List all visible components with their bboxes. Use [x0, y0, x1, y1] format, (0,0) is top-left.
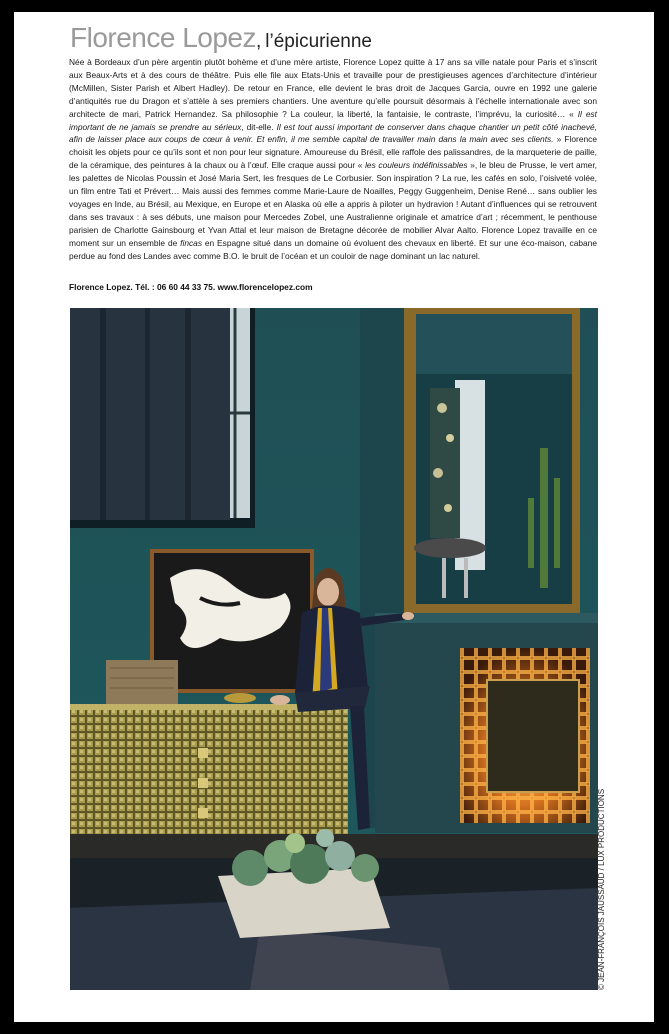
fire-screen	[487, 680, 579, 792]
article-title	[70, 22, 372, 54]
interior-photo	[70, 308, 598, 990]
text-run: en Espagne situé dans un domaine où évoluent des chevaux en liberté. Et sur une éco-maison, cabane perdue au fond des Landes avec comme B.O. le bruit de l’océan et un couloir de nage dominant un lac naturel.	[69, 237, 597, 261]
cactus	[540, 448, 548, 588]
title-name: Florence Lopez	[70, 22, 257, 53]
italic-quote: Il est important de ne jamais se prendre au sérieux	[69, 108, 597, 132]
italic-quote: les couleurs indéfinissables	[365, 160, 468, 171]
text-run: Née à Bordeaux d’un père argentin plutôt bohème et d’une mère artiste, Florence Lopez quitte à 17 ans sa ville natale pour Paris et s’inscrit aux Beaux-Arts et à des cours de théâtre. Puis elle file aux Etats-Unis et travaille pour de prestigieuses agences d’architecture d’intérieur (McMillen, Sister Parish et Albert Hadley). De retour en France, elle devient le bras droit de Jacques Garcia, ouvre en 1992 une galerie d’antiquités rue du Dragon et s’attèle à ses premiers chantiers. Une aventure qu’elle poursuit désormais à l’échelle internationale avec son architecte de mari, Patrick Hernandez. Sa philosophie ? La couleur, la liberté, la fantaisie, le contraste, l’imprévu, la curiosité… «	[69, 57, 597, 119]
article-paragraph	[69, 56, 597, 263]
contact-line: Florence Lopez. Tél. : 06 60 44 33 75. www.florencelopez.com	[69, 282, 313, 292]
title-subtitle: l’épicurienne	[265, 31, 372, 52]
woven-basket	[106, 660, 178, 704]
brass-bowl	[224, 693, 256, 703]
sculpture	[414, 538, 486, 558]
text-run: » Florence choisit les objets pour ce qu’ils sont et non pour leur signature. Amoureuse du Brésil, elle raffole des palissandres, de la marqueterie de paille, de la céramique, des peintures à la chaux ou à l’œuf. Elle craque aussi pour «	[69, 134, 597, 171]
italic-quote: fincas	[180, 237, 203, 248]
title-separator: ,	[256, 31, 262, 52]
italic-quote: Il est tout aussi important de conserver dans chaque chantier un petit côté inachevé, afin de laisser place aux coups de cœur à venir. Et enfin, il me semble capital de travailler main dans la main avec ses clients.	[69, 121, 597, 145]
text-run: », le bleu de Prusse, le vert amer, les palettes de Nicolas Poussin et José Maria Sert, les fresques de Le Corbusier. Son inspiration ? La rue, les cafés en solo, l’oisiveté volée, un film entre Tati et Prévert… Mais aussi des femmes comme Marie-Laure de Noailles, Peggy Guggenheim, Denise René… sans oublier les voyages en Inde, au Brésil, au Mexique, en Europe et en Alaska où elle a appris à piloter un hydravion ! Autant d’influences qui se retrouvent dans ses travaux : à ses débuts, une maison pour Mercedes Zobel, une Australienne originale et amatrice d’art ; récemment, le penthouse parisien de Charlotte Gainsbourg et Yvan Attal et leur maison de Bretagne décorée de mobilier Alvar Aalto. Florence Lopez travaille en ce moment sur un ensemble de	[69, 160, 597, 248]
text-run: , dit-elle.	[241, 121, 277, 132]
article-body	[69, 56, 597, 263]
magazine-page	[14, 12, 654, 1022]
mosaic-sideboard	[70, 704, 348, 834]
photo-credit: © JEAN-FRANÇOIS JAUSSAUD / LUX PRODUCTIONS	[597, 788, 606, 990]
